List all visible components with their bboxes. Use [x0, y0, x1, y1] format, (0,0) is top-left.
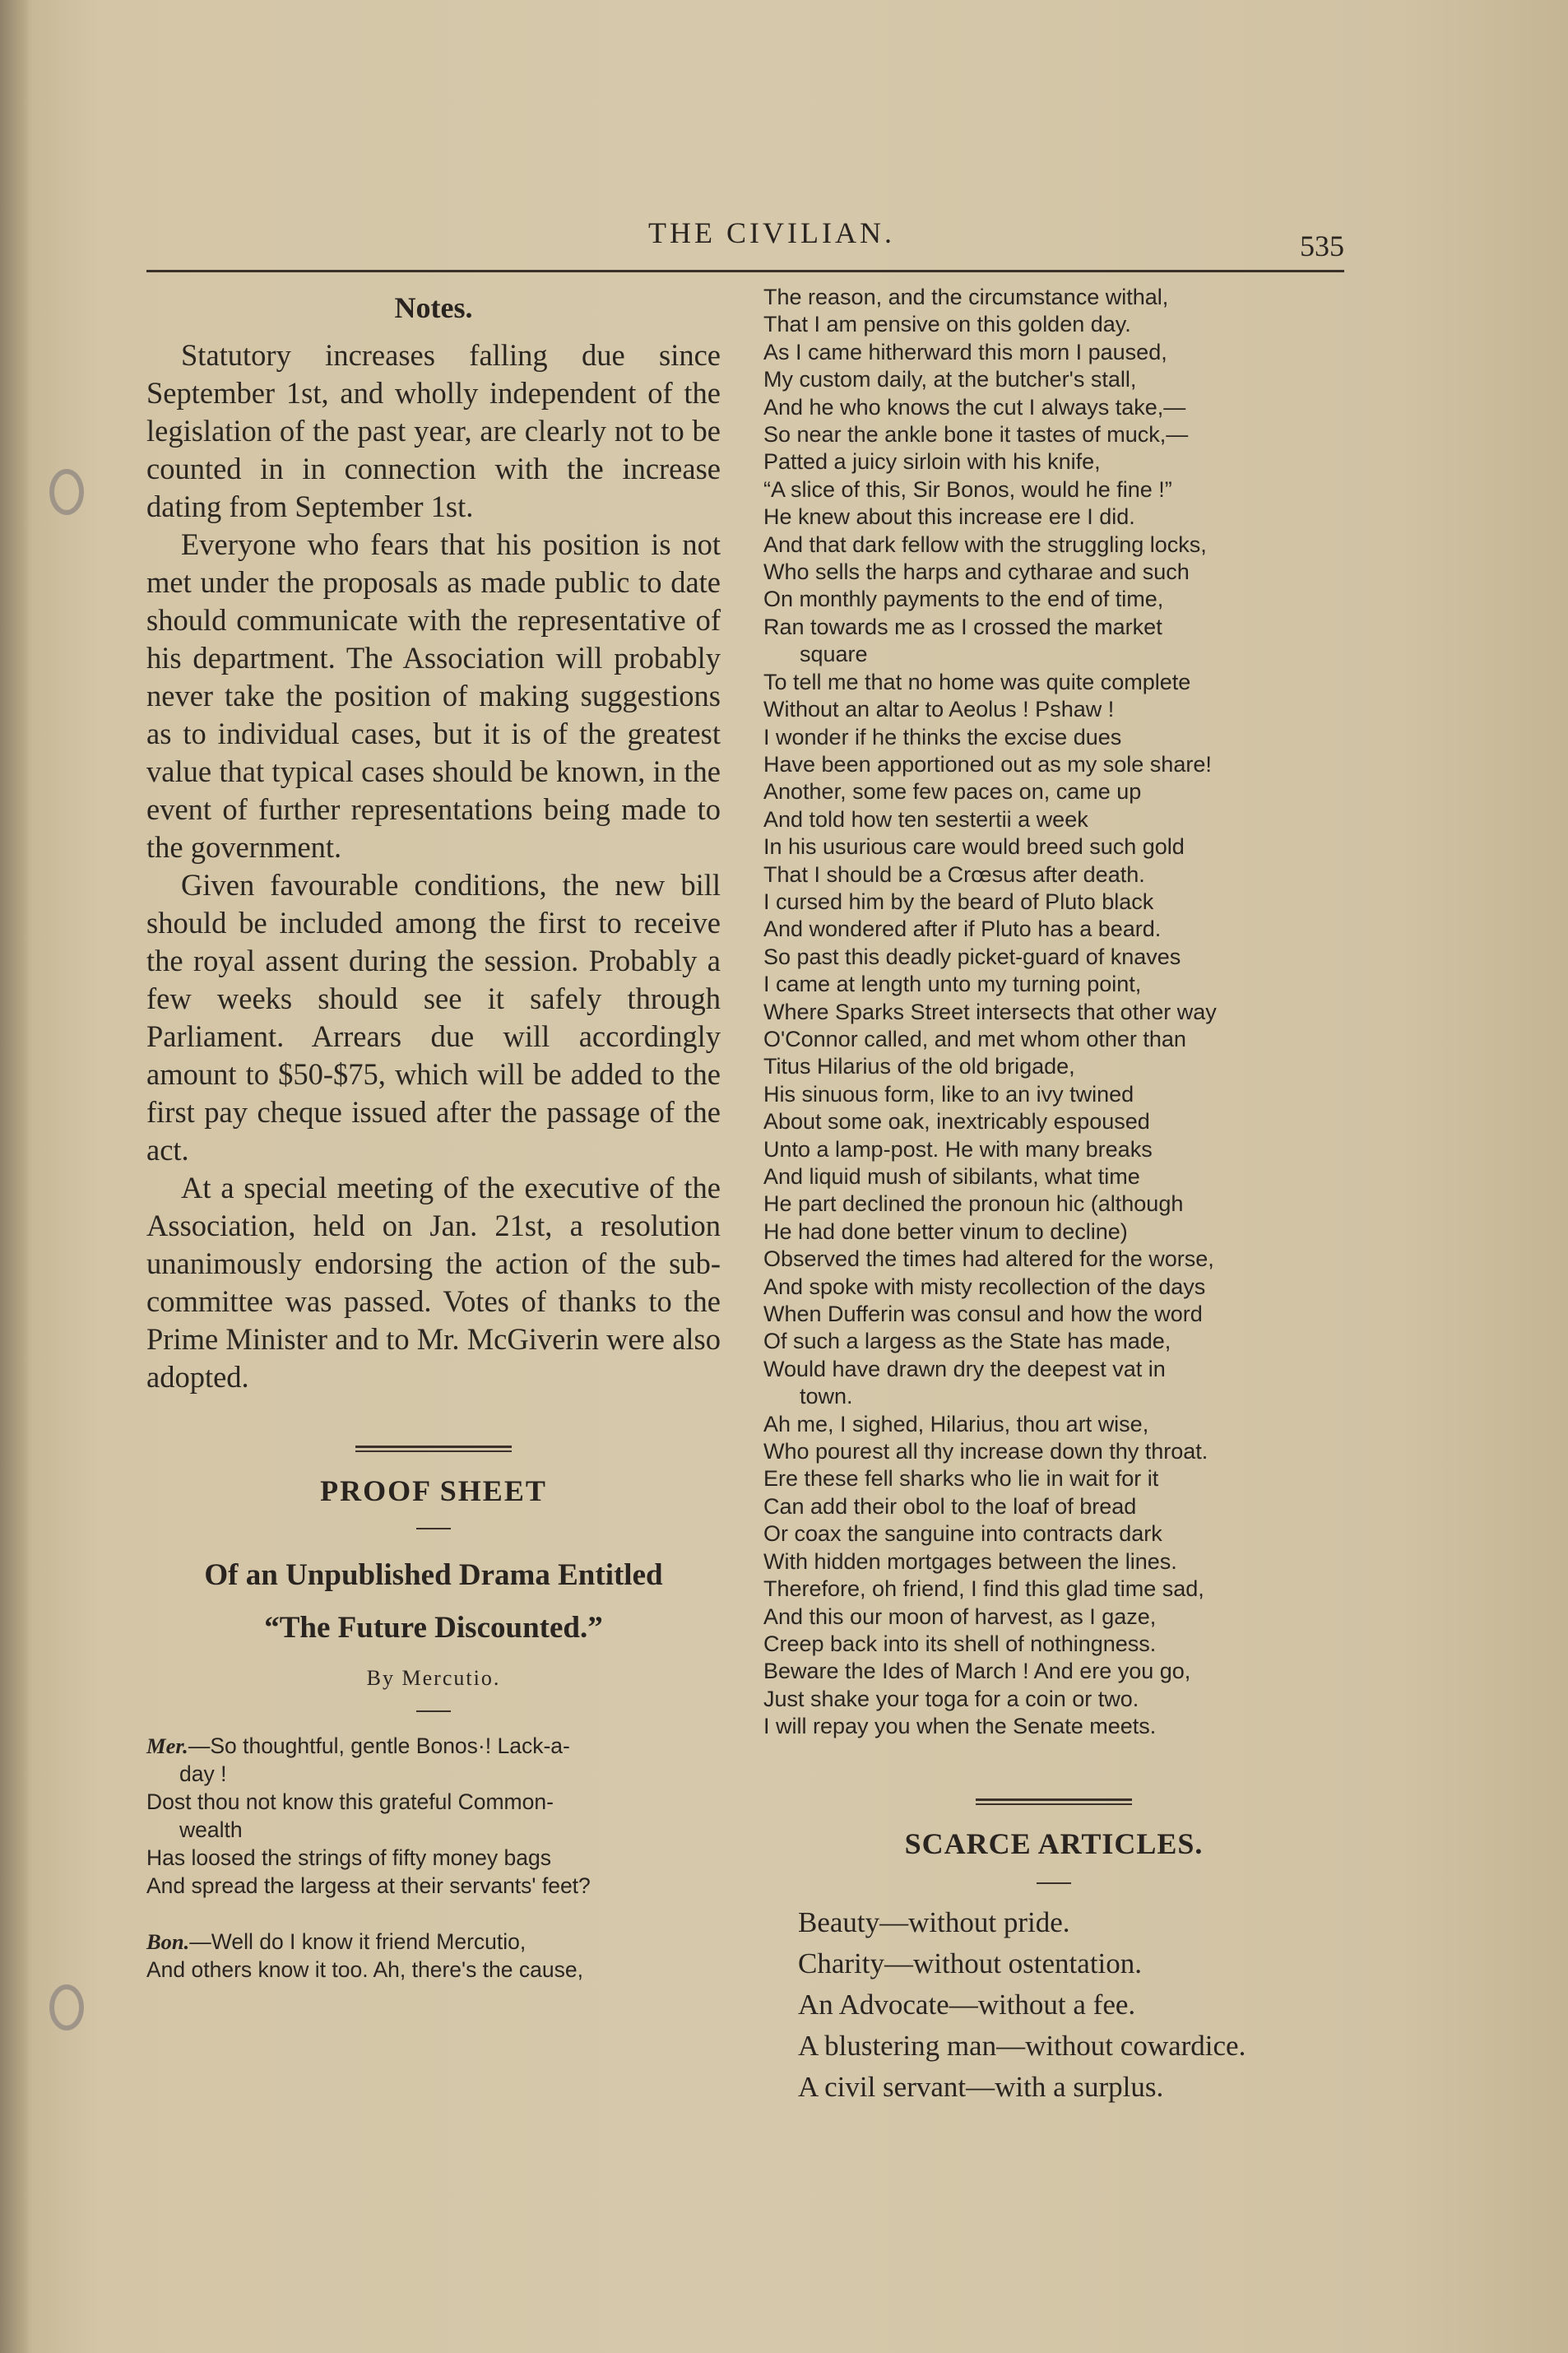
short-divider	[416, 1528, 451, 1529]
scarce-articles-list	[763, 1902, 1344, 2108]
notes-paragraph: Given favourable conditions, the new bill should be included among the first to receive the royal assent during the session. Probably a few weeks should see it safely through Parliament. Arrears due will accordingly amount to $50-$75, which will be added to the first pay cheque issued after the passage of the act.	[146, 868, 721, 1167]
scarce-article-item: Beauty—without pride.	[798, 1905, 1070, 1938]
verse-line: And liquid mush of sibilants, what time	[763, 1164, 1140, 1189]
drama-title	[146, 1549, 721, 1655]
scarce-articles-title: SCARCE ARTICLES.	[904, 1826, 1204, 1860]
verse-line: Patted a juicy sirloin with his knife,	[763, 449, 1101, 475]
verse-line: O'Connor called, and met whom other than	[763, 1026, 1186, 1051]
verse-line: I cursed him by the beard of Pluto black	[763, 889, 1154, 914]
dialogue-line: wealth	[179, 1817, 243, 1842]
verse-line: “A slice of this, Sir Bonos, would he fine !”	[763, 476, 1172, 502]
ink-ring-mark	[49, 1984, 84, 2030]
verse-line: He had done better vinum to decline)	[763, 1218, 1128, 1244]
verse-line: He part declined the pronoun hic (although	[763, 1191, 1184, 1217]
verse-line: Beware the Ides of March ! And ere you go,	[763, 1659, 1191, 1684]
verse-continuation	[763, 284, 1344, 1741]
verse-line: I wonder if he thinks the excise dues	[763, 724, 1122, 750]
short-divider	[416, 1710, 451, 1712]
verse-line: Without an altar to Aeolus ! Pshaw !	[763, 697, 1115, 722]
speaker-name: Bon.	[146, 1929, 190, 1954]
verse-line: He knew about this increase ere I did.	[763, 504, 1135, 530]
section-divider	[355, 1446, 512, 1452]
verse-line: In his usurious care would breed such gold	[763, 834, 1185, 860]
right-column	[763, 284, 1344, 2108]
dialogue-line: Dost thou not know this grateful Common-	[146, 1789, 554, 1814]
verse-line: That I should be a Crœsus after death.	[763, 861, 1145, 887]
dialogue-line: day !	[179, 1761, 227, 1786]
dialogue-line: —So thoughtful, gentle Bonos·! Lack-a-	[188, 1733, 570, 1758]
scarce-article-item: A civil servant—with a surplus.	[798, 2070, 1164, 2103]
drama-title-line: Of an Unpublished Drama Entitled	[204, 1558, 663, 1592]
verse-line: Ere these fell sharks who lie in wait for it	[763, 1466, 1159, 1492]
speech-mercutio	[146, 1732, 721, 1900]
notes-title: Notes.	[394, 291, 473, 324]
verse-line: Would have drawn dry the deepest vat in	[763, 1356, 1166, 1381]
header-rule	[146, 270, 1344, 272]
verse-line: And he who knows the cut I always take,—	[763, 394, 1186, 420]
scarce-article-item: An Advocate—without a fee.	[798, 1988, 1136, 2021]
verse-line: Observed the times had altered for the worse,	[763, 1246, 1214, 1272]
section-divider	[976, 1798, 1132, 1805]
running-title: THE CIVILIAN.	[648, 216, 895, 249]
verse-line: My custom daily, at the butcher's stall,	[763, 367, 1137, 392]
scarce-article-item: A blustering man—without cowardice.	[798, 2029, 1246, 2062]
verse-line: Can add their obol to the loaf of bread	[763, 1493, 1137, 1519]
dialogue-line: And others know it too. Ah, there's the cause,	[146, 1957, 583, 1982]
notes-paragraph: Everyone who fears that his position is not met under the proposals as made public to date should communicate with the representative of his department. The Association will probably never take the position of making suggestions as to individual cases, but it is of the greatest value that typical cases should be known, in the event of further representations being made to the government.	[146, 527, 721, 864]
speaker-name: Mer.	[146, 1733, 188, 1758]
speech-bonos	[146, 1928, 721, 1984]
verse-line: Who sells the harps and cytharae and such	[763, 559, 1190, 585]
verse-line: And this our moon of harvest, as I gaze,	[763, 1603, 1157, 1629]
verse-line: Who pourest all thy increase down thy throat.	[763, 1439, 1208, 1464]
short-divider	[1037, 1882, 1071, 1884]
verse-line: Ah me, I sighed, Hilarius, thou art wise,	[763, 1411, 1149, 1436]
verse-line: That I am pensive on this golden day.	[763, 312, 1131, 337]
verse-line: And told how ten sestertii a week	[763, 806, 1088, 832]
verse-line: And spoke with misty recollection of the days	[763, 1274, 1206, 1299]
verse-line: And wondered after if Pluto has a beard.	[763, 917, 1162, 942]
verse-line: Unto a lamp-post. He with many breaks	[763, 1136, 1153, 1162]
verse-line: Another, some few paces on, came up	[763, 779, 1142, 805]
verse-line: With hidden mortgages between the lines.	[763, 1548, 1177, 1574]
verse-line: And that dark fellow with the struggling locks,	[763, 531, 1207, 557]
notes-paragraph: Statutory increases falling due since September 1st, and wholly independent of the legislation of the past year, are clearly not to be counted in in connection with the increase dating from September 1st.	[146, 338, 721, 523]
verse-line: town.	[800, 1384, 853, 1409]
verse-line: His sinuous form, like to an ivy twined	[763, 1081, 1134, 1107]
verse-line: Of such a largess as the State has made,	[763, 1329, 1171, 1354]
verse-line: About some oak, inextricably espoused	[763, 1109, 1150, 1135]
verse-line: When Dufferin was consul and how the word	[763, 1302, 1203, 1327]
verse-line: As I came hitherward this morn I paused,	[763, 339, 1167, 364]
verse-line: Where Sparks Street intersects that other way	[763, 999, 1217, 1024]
ink-ring-mark	[49, 469, 84, 515]
verse-line: The reason, and the circumstance withal,	[763, 285, 1169, 309]
dialogue-line: —Well do I know it friend Mercutio,	[189, 1929, 527, 1954]
page-number: 535	[1300, 230, 1344, 262]
drama-title-line: “The Future Discounted.”	[264, 1611, 603, 1645]
verse-line: Ran towards me as I crossed the market	[763, 614, 1162, 639]
scarce-article-item: Charity—without ostentation.	[798, 1947, 1143, 1979]
verse-line: Just shake your toga for a coin or two.	[763, 1686, 1139, 1711]
verse-line: Or coax the sanguine into contracts dark	[763, 1521, 1162, 1547]
verse-line: So near the ankle bone it tastes of muck,—	[763, 422, 1189, 448]
page-header	[146, 216, 1344, 273]
notes-paragraph: At a special meeting of the executive of the Association, held on Jan. 21st, a resolution unanimously endorsing the action of the sub-committee was passed. Votes of thanks to the Prime Minister and to Mr. McGiverin were also adopted.	[146, 1171, 721, 1394]
verse-line: So past this deadly picket-guard of knaves	[763, 944, 1181, 969]
dialogue-line: And spread the largess at their servants' feet?	[146, 1873, 591, 1898]
dialogue-line: Has loosed the strings of fifty money bags	[146, 1845, 551, 1870]
page-binding-edge	[0, 0, 30, 2353]
verse-line: square	[800, 642, 868, 667]
verse-line: I came at length unto my turning point,	[763, 972, 1142, 997]
byline: By Mercutio.	[366, 1666, 501, 1690]
verse-line: I will repay you when the Senate meets.	[763, 1714, 1157, 1739]
verse-line: Therefore, oh friend, I find this glad time sad,	[763, 1576, 1204, 1602]
verse-line: On monthly payments to the end of time,	[763, 587, 1164, 612]
proof-sheet-title: PROOF SHEET	[320, 1474, 547, 1507]
verse-line: Titus Hilarius of the old brigade,	[763, 1054, 1075, 1079]
verse-line: Have been apportioned out as my sole share!	[763, 751, 1212, 777]
notes-section	[146, 290, 721, 1396]
verse-line: To tell me that no home was quite complete	[763, 669, 1191, 694]
left-column	[146, 284, 721, 1984]
verse-line: Creep back into its shell of nothingness.	[763, 1631, 1157, 1656]
